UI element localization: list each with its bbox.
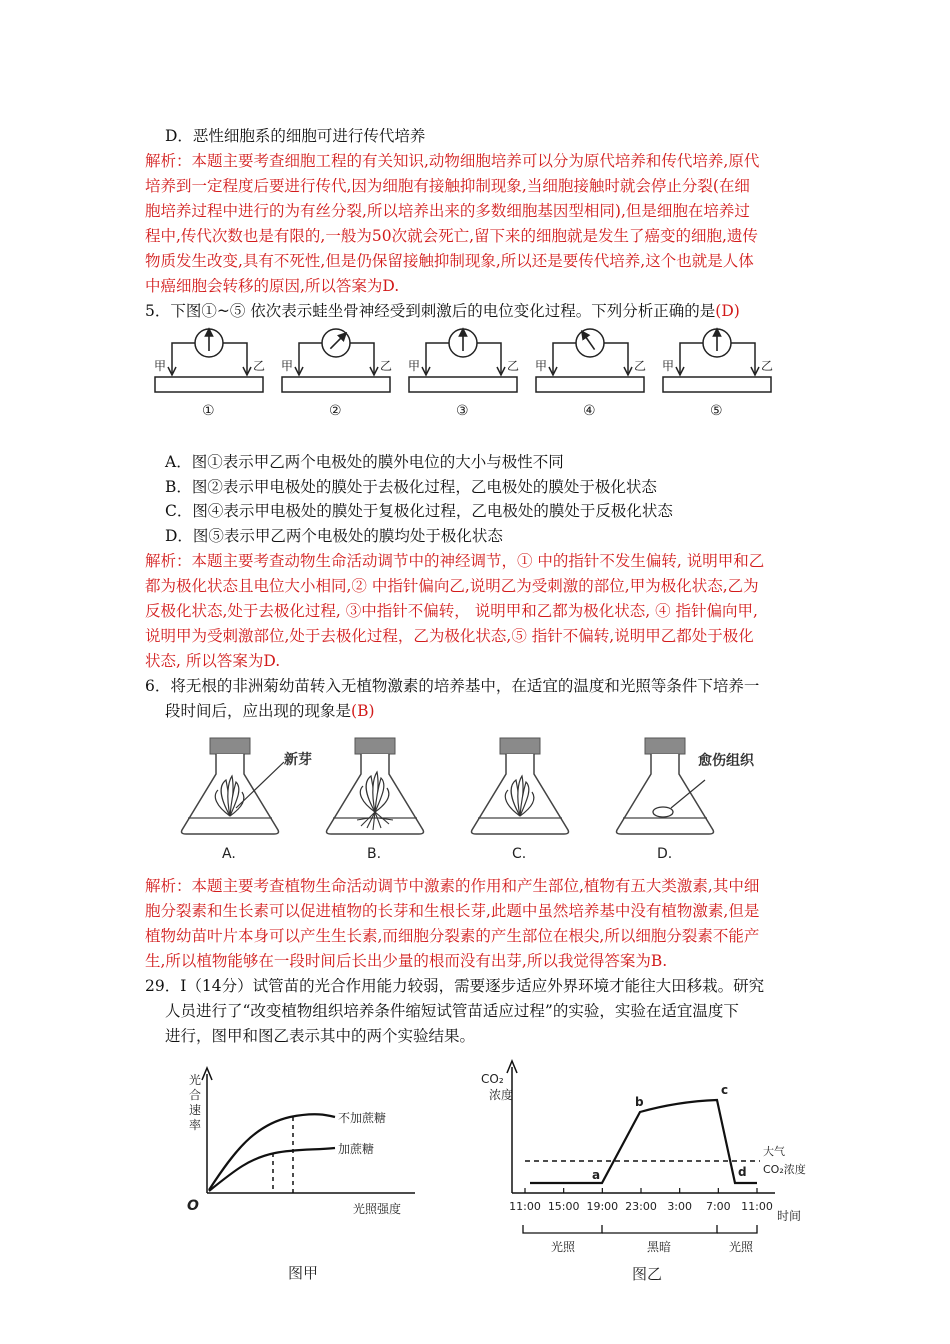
callus-label: 愈伤组织	[698, 753, 754, 769]
electrode-label-jia: 甲	[662, 359, 675, 373]
q6-flask-figure	[180, 730, 800, 870]
q29-stem-line: 29．I（14分）试管苗的光合作用能力较弱，需要逐步适应外界环境才能往大田移栽。研究	[145, 977, 765, 995]
point-label-c: c	[721, 1083, 729, 1097]
chart-yi	[475, 1055, 825, 1290]
electrode-label-yi: 乙	[634, 359, 647, 373]
flask	[472, 738, 569, 862]
nerve-bar	[663, 377, 771, 392]
panel-number: ②	[329, 403, 342, 419]
x-tick-label: 3:00	[667, 1200, 693, 1213]
q5-stem	[145, 299, 740, 323]
x-axis-label: 光照强度	[353, 1202, 402, 1216]
q6-stem-line1: 6．将无根的非洲菊幼苗转入无植物激素的培养基中，在适宜的温度和光照等条件下培养一	[145, 677, 760, 695]
electrode-label-jia: 甲	[408, 359, 421, 373]
q6-analysis-line: 生,所以植物能够在一段时间后长出少量的根而没有出芽,所以我觉得答案为B.	[145, 952, 668, 970]
q6-analysis-line: 植物幼苗叶片本身可以产生生长素,而细胞分裂素的产生部位在根尖,所以细胞分裂素不能产	[145, 927, 760, 945]
q5-option-d: D．图⑤表示甲乙两个电极处的膜均处于极化状态	[165, 527, 503, 545]
q4-analysis-line: 培养到一定程度后要进行传代,因为细胞有接触抑制现象,当细胞接触时就会停止分裂(在细	[145, 177, 750, 195]
reference-label: 大气	[763, 1145, 785, 1158]
q6-answer: (B)	[351, 702, 375, 720]
y-label-line: 浓度	[489, 1088, 514, 1102]
option-label: B.	[367, 846, 382, 862]
panel-number: ⑤	[710, 403, 723, 419]
electrode-label-jia: 甲	[154, 359, 167, 373]
y-label-char: 光	[189, 1073, 202, 1087]
callus-mass	[653, 807, 673, 817]
electrode-label-yi: 乙	[507, 359, 520, 373]
x-tick-label: 7:00	[705, 1200, 731, 1213]
q29-stem-line: 人员进行了“改变植物组织培养条件缩短试管苗适应过程”的实验，实验在适宜温度下	[165, 1002, 739, 1020]
electrode-panel	[662, 329, 773, 419]
period-bracket	[602, 1225, 717, 1233]
q5-stem-text: 5．下图①~⑤ 依次表示蛙坐骨神经受到刺激后的电位变化过程。下列分析正确的是	[145, 302, 716, 320]
q4-analysis-line: 胞培养过程中进行的为有丝分裂,所以培养出来的多数细胞基因型相同),但是细胞在培养过	[145, 202, 750, 220]
point-label-a: a	[592, 1168, 601, 1182]
point-label-b: b	[635, 1095, 644, 1109]
nerve-bar	[155, 377, 263, 392]
flask-stopper	[645, 738, 685, 754]
q5-answer: (D)	[715, 302, 740, 320]
electrode-label-jia: 甲	[535, 359, 548, 373]
q6-stem-text: 段时间后，应出现的现象是	[165, 702, 352, 720]
option-label: D.	[657, 846, 673, 862]
y-label-char: 速	[189, 1103, 202, 1117]
q6-analysis-line: 胞分裂素和生长素可以促进植物的长芽和生根长芽,此题中虽然培养基中没有植物激素,但是	[145, 902, 760, 920]
q5-electrode-figure	[150, 325, 800, 425]
q5-analysis-line: 状态, 所以答案为D.	[145, 652, 281, 670]
panel-number: ④	[583, 403, 596, 419]
y-label-char: 率	[189, 1118, 202, 1132]
x-tick-label: 19:00	[586, 1200, 619, 1213]
x-tick-label: 11:00	[509, 1200, 541, 1213]
q6-analysis-line: 解析：本题主要考查植物生命活动调节中激素的作用和产生部位,植物有五大类激素,其中细	[145, 877, 760, 895]
series-line-no-sucrose	[209, 1114, 335, 1190]
new-bud-label: 新芽	[284, 752, 312, 768]
series-line-sucrose	[209, 1148, 335, 1191]
reference-label: CO₂浓度	[763, 1163, 806, 1176]
point-label-d: d	[738, 1165, 747, 1179]
q5-option-c: C．图④表示甲电极处的膜处于复极化过程，乙电极处的膜处于反极化状态	[165, 502, 673, 520]
period-label: 光照	[729, 1240, 754, 1254]
electrode-label-yi: 乙	[380, 359, 393, 373]
q4-analysis-line: 程中,传代次数也是有限的,一般为50次就会死亡,留下来的细胞就是发生了癌变的细胞,遗传	[145, 227, 758, 245]
chart-title: 图甲	[288, 1264, 319, 1282]
flask-stopper	[210, 738, 250, 754]
flask	[182, 738, 285, 862]
q29-stem-line: 进行，图甲和图乙表示其中的两个实验结果。	[165, 1027, 476, 1045]
electrode-panel	[281, 329, 392, 419]
q4-option-d: D．恶性细胞系的细胞可进行传代培养	[165, 127, 426, 145]
electrode-label-jia: 甲	[281, 359, 294, 373]
flask-stopper	[500, 738, 540, 754]
option-label: C.	[512, 846, 527, 862]
nerve-bar	[409, 377, 517, 392]
legend-no-sucrose: 不加蔗糖	[338, 1111, 387, 1125]
chart-title: 图乙	[632, 1265, 663, 1283]
q5-analysis-line: 解析：本题主要考查动物生命活动调节中的神经调节，① 中的指针不发生偏转, 说明甲和乙	[145, 552, 765, 570]
legend-sucrose: 加蔗糖	[338, 1142, 375, 1156]
chart-jia	[175, 1060, 435, 1290]
q5-option-a: A．图①表示甲乙两个电极处的膜外电位的大小与极性不同	[165, 453, 564, 471]
period-bracket	[717, 1225, 757, 1233]
q5-option-b: B．图②表示甲电极处的膜处于去极化过程，乙电极处的膜处于极化状态	[165, 478, 657, 496]
panel-number: ③	[456, 403, 469, 419]
nerve-bar	[536, 377, 644, 392]
electrode-label-yi: 乙	[253, 359, 266, 373]
flask-stopper	[355, 738, 395, 754]
x-tick-label: 15:00	[547, 1200, 580, 1213]
q4-analysis-line: 物质发生改变,具有不死性,但是仍保留接触抑制现象,所以还是要传代培养,这个也就是人体	[145, 252, 754, 270]
y-label-char: 合	[189, 1088, 202, 1102]
q6-stem-line2	[165, 699, 375, 723]
x-tick-label: 11:00	[741, 1200, 773, 1213]
option-label: A.	[222, 846, 236, 862]
electrode-panel	[154, 329, 265, 419]
nerve-bar	[282, 377, 390, 392]
q4-analysis-line: 解析：本题主要考查细胞工程的有关知识,动物细胞培养可以分为原代培养和传代培养,原代	[145, 152, 760, 170]
period-bracket	[523, 1225, 602, 1233]
x-axis-label: 时间	[777, 1209, 802, 1223]
period-label: 光照	[551, 1240, 576, 1254]
period-label: 黑暗	[647, 1240, 672, 1254]
flask	[327, 738, 424, 862]
origin-label: O	[187, 1198, 199, 1214]
electrode-panel	[408, 329, 519, 419]
electrode-label-yi: 乙	[761, 359, 774, 373]
co2-curve	[530, 1100, 757, 1183]
q5-analysis-line: 反极化状态,处于去极化过程, ③中指针不偏转， 说明甲和乙都为极化状态, ④ 指针偏向甲,	[145, 602, 758, 620]
electrode-panel	[535, 329, 646, 419]
q4-analysis-line: 中癌细胞会转移的原因,所以答案为D.	[145, 277, 400, 295]
x-tick-label: 23:00	[625, 1200, 657, 1213]
q5-analysis-line: 都为极化状态且电位大小相同,② 中指针偏向乙,说明乙为受刺激的部位,甲为极化状态,乙为	[145, 577, 759, 595]
q5-analysis-line: 说明甲为受刺激部位,处于去极化过程，乙为极化状态,⑤ 指针不偏转,说明甲乙都处于极化	[145, 627, 754, 645]
y-label-line: CO₂	[481, 1072, 504, 1086]
panel-number: ①	[202, 403, 215, 419]
